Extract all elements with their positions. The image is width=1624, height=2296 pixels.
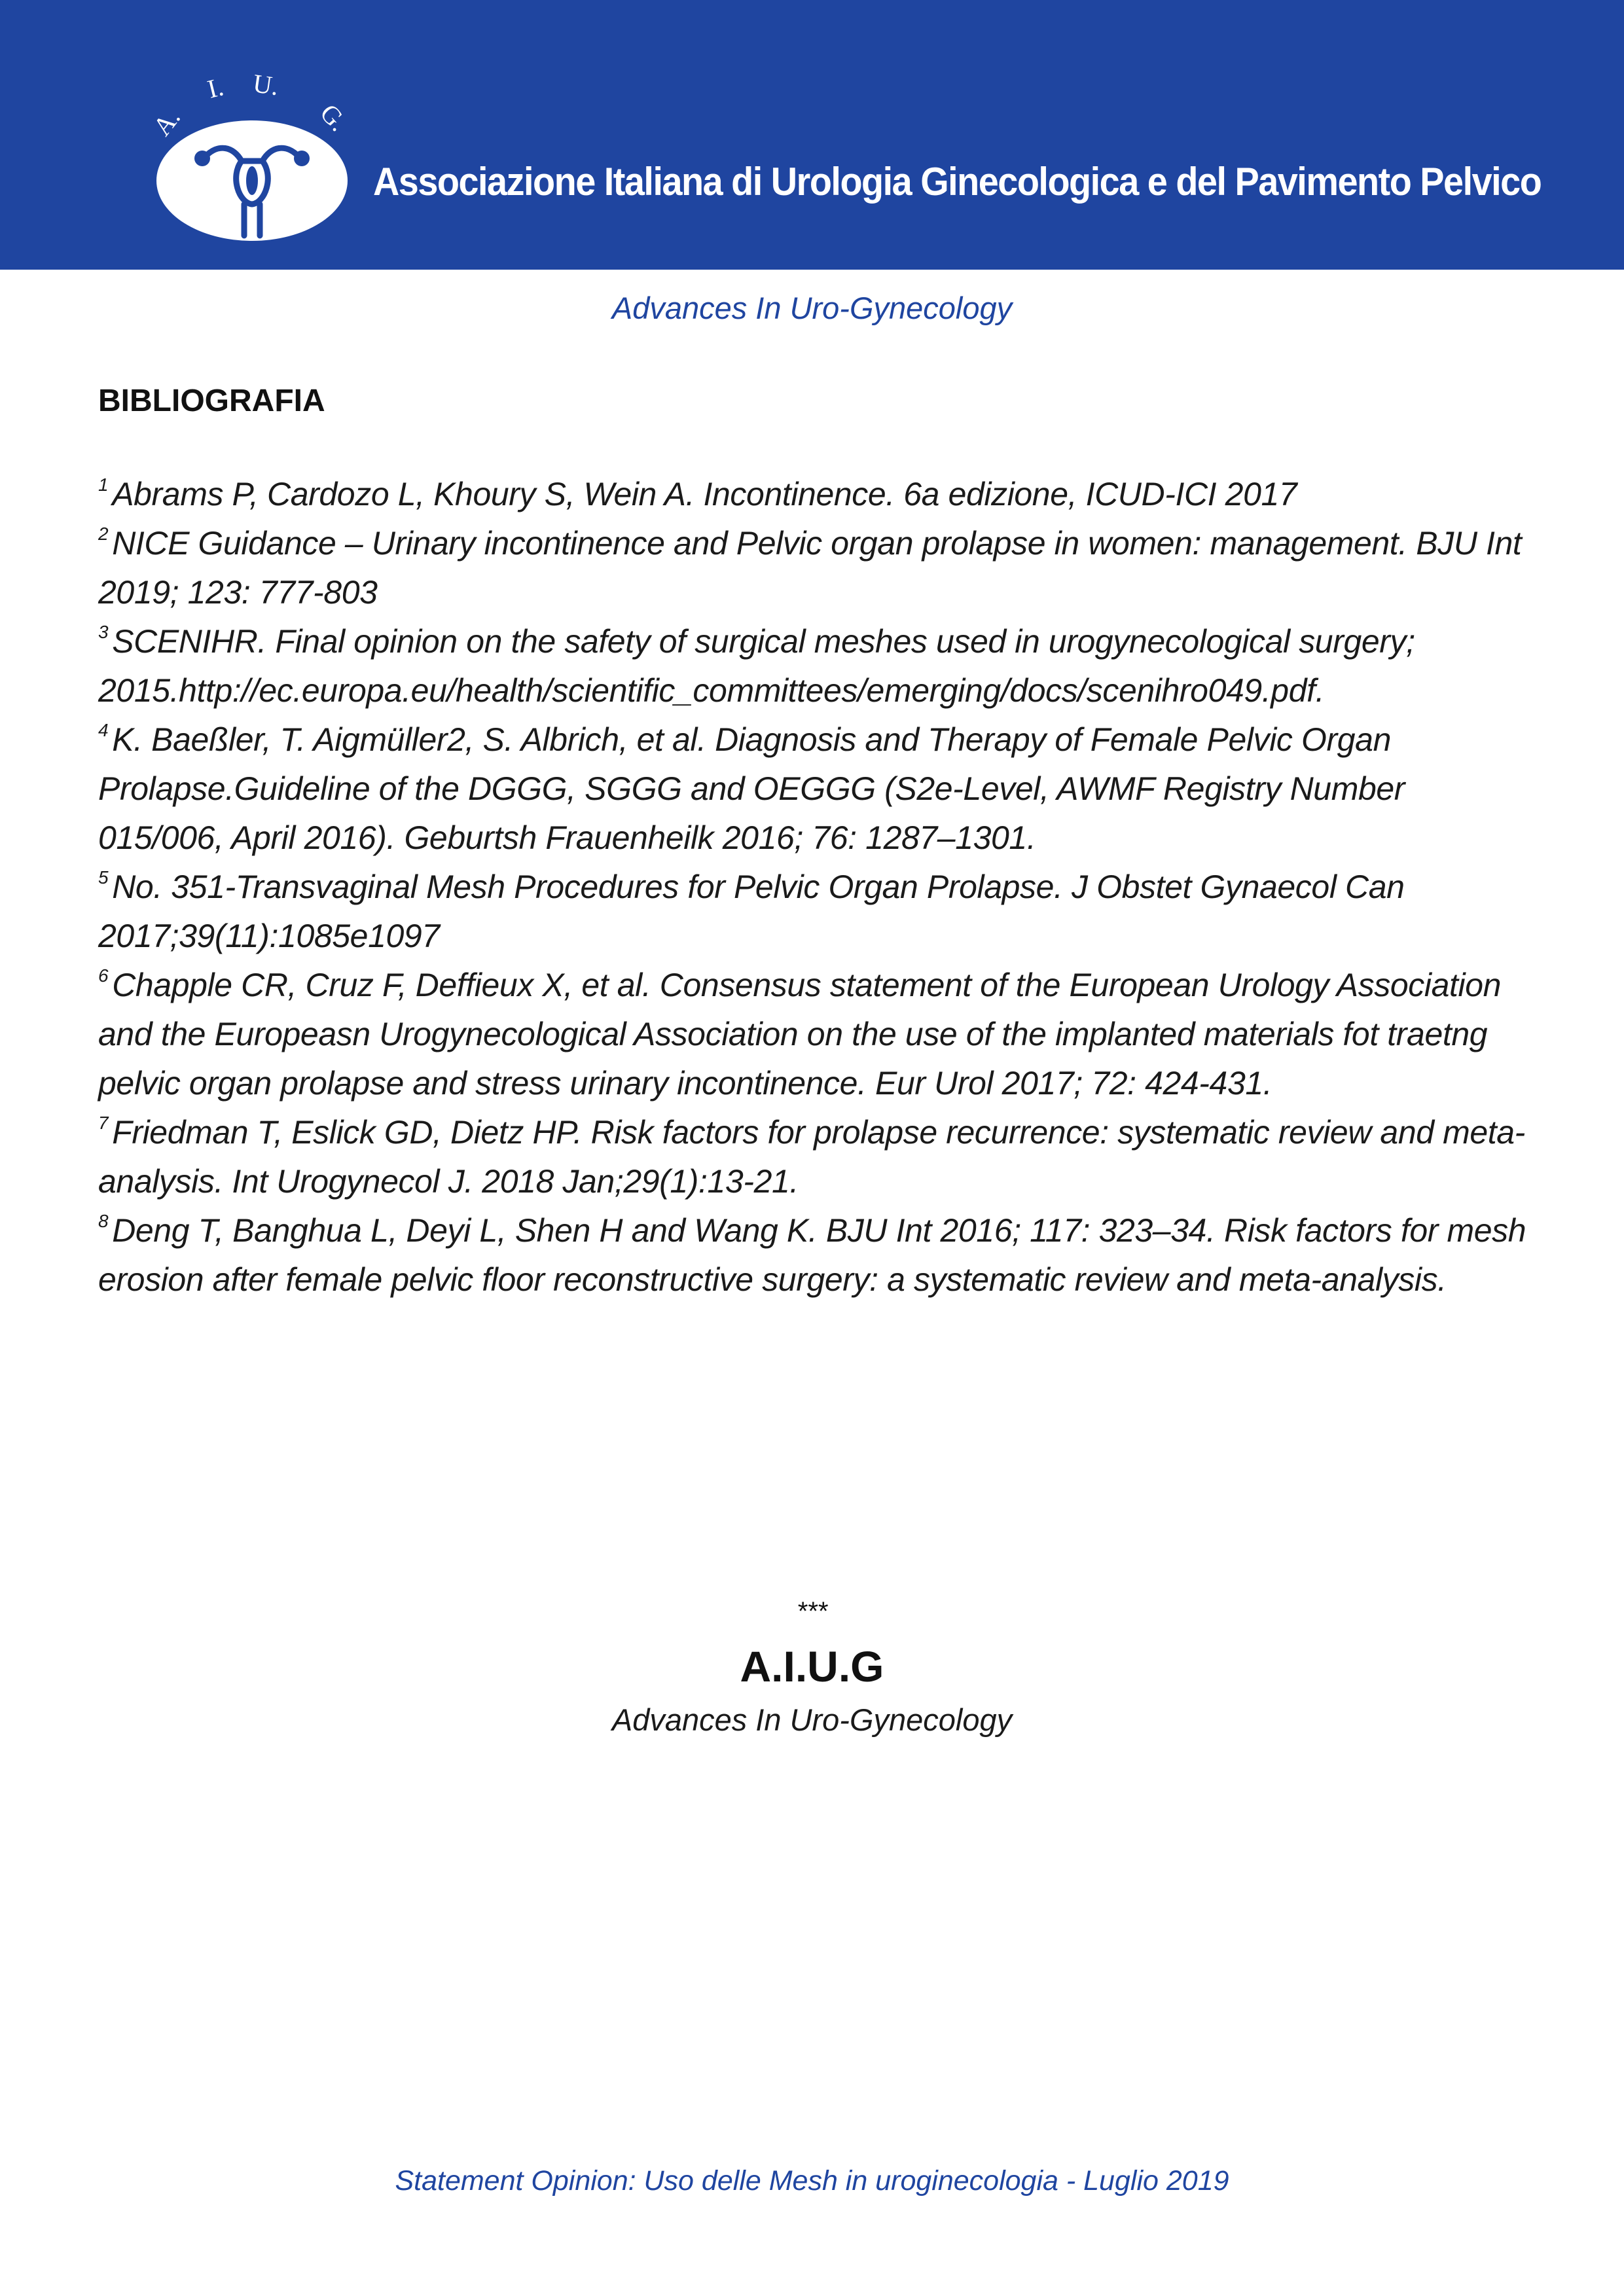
reference-list (98, 470, 1532, 1304)
reference-item (98, 617, 1532, 715)
reference-text: K. Baeßler, T. Aigmüller2, S. Albrich, et al. Diagnosis and Therapy of Female Pelvic Organ Prolapse.Guideline of the DGGG, SGGG and OEGGG (S2e-Level, AWMF Registry Number 015/006, April 2016). Geburtsh Frauenheilk 2016; 76: 1287–1301. (98, 721, 1405, 856)
aiug-logo (147, 64, 363, 241)
reference-text: SCENIHR. Final opinion on the safety of surgical meshes used in urogynecological surgery; 2015.http://ec.europa.eu/health/scientific_committees/emerging/docs/scenihro049.pdf. (98, 623, 1415, 709)
reference-item (98, 519, 1532, 617)
reference-text: NICE Guidance – Urinary incontinence and Pelvic organ prolapse in women: management. BJU Int 2019; 123: 777-803 (98, 525, 1522, 611)
reference-text: Deng T, Banghua L, Deyi L, Shen H and Wang K. BJU Int 2016; 117: 323–34. Risk factors for mesh erosion after female pelvic floor reconstructive surgery: a systematic review and meta-analysis. (98, 1212, 1526, 1298)
closing-title: A.I.U.G (740, 1642, 884, 1691)
reference-item (98, 863, 1532, 961)
reference-text: Chapple CR, Cruz F, Deffieux X, et al. Consensus statement of the European Urology Association and the Europeasn Urogynecological Association on the use of the implanted materials fot traetng pelvic organ prolapse and stress urinary incontinence. Eur Urol 2017; 72: 424-431. (98, 967, 1502, 1102)
reference-number: 8 (98, 1211, 109, 1231)
reference-text: Abrams P, Cardozo L, Khoury S, Wein A. Incontinence. 6a edizione, ICUD-ICI 2017 (112, 476, 1297, 512)
journal-subtitle: Advances In Uro-Gynecology (611, 291, 1013, 325)
reference-number: 3 (98, 622, 109, 642)
reference-number: 5 (98, 867, 109, 888)
bibliography-heading: BIBLIOGRAFIA (98, 384, 325, 418)
reference-number: 4 (98, 720, 109, 740)
reference-item (98, 715, 1532, 863)
reference-number: 6 (98, 965, 109, 986)
svg-text:I.: I. (204, 71, 226, 104)
organization-name: Associazione Italiana di Urologia Ginecologica e del Pavimento Pelvico (373, 160, 1542, 204)
reference-text: Friedman T, Eslick GD, Dietz HP. Risk factors for prolapse recurrence: systematic review and meta-analysis. Int Urogynecol J. 2018 Jan;29(1):13-21. (98, 1114, 1525, 1200)
reference-number: 7 (98, 1113, 109, 1133)
reference-item (98, 1108, 1532, 1206)
reference-number: 2 (98, 524, 109, 544)
reference-number: 1 (98, 475, 109, 495)
closing-subtitle: Advances In Uro-Gynecology (611, 1702, 1013, 1737)
reference-item (98, 961, 1532, 1108)
page-footer: Statement Opinion: Uso delle Mesh in uroginecologia - Luglio 2019 (395, 2165, 1229, 2197)
reference-text: No. 351-Transvaginal Mesh Procedures for Pelvic Organ Prolapse. J Obstet Gynaecol Can 2017;39(11):1085e1097 (98, 869, 1405, 954)
reference-item (98, 1206, 1532, 1304)
svg-text:G.: G. (314, 98, 353, 137)
svg-text:A.: A. (147, 103, 187, 141)
reference-item (98, 470, 1532, 519)
svg-text:U.: U. (251, 68, 281, 101)
header-banner (0, 0, 1624, 270)
section-separator: *** (797, 1597, 827, 1626)
